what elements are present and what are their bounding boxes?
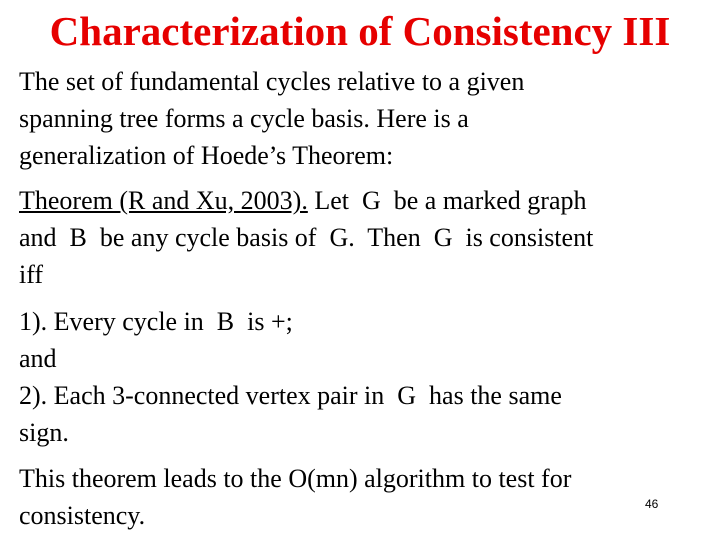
theorem-paragraph [19, 182, 593, 293]
condition-line: 2). Each 3-connected vertex pair in G has the same [19, 381, 562, 410]
theorem-line: and B be any cycle basis of G. Then G is consistent [19, 223, 594, 252]
conclusion-line: consistency. [19, 501, 146, 530]
theorem-line [19, 182, 593, 219]
condition-line: 1). Every cycle in B is +; [19, 307, 293, 336]
condition-line: sign. [19, 418, 69, 447]
theorem-label: Theorem (R and Xu, 2003). [19, 186, 308, 215]
page-number: 46 [645, 497, 659, 511]
slide-title: Characterization of Consistency III [49, 8, 671, 54]
conclusion-paragraph [19, 460, 571, 534]
intro-paragraph [19, 63, 524, 174]
intro-line: spanning tree forms a cycle basis. Here is a [19, 104, 469, 133]
conclusion-line: This theorem leads to the O(mn) algorithm to test for [19, 464, 572, 493]
theorem-text: Let G be a marked graph [307, 186, 587, 215]
intro-line: generalization of Hoede’s Theorem: [19, 141, 394, 170]
conditions-paragraph [19, 303, 562, 451]
theorem-line: iff [19, 260, 44, 289]
condition-line: and [19, 344, 57, 373]
intro-line: The set of fundamental cycles relative to a given [19, 67, 525, 96]
